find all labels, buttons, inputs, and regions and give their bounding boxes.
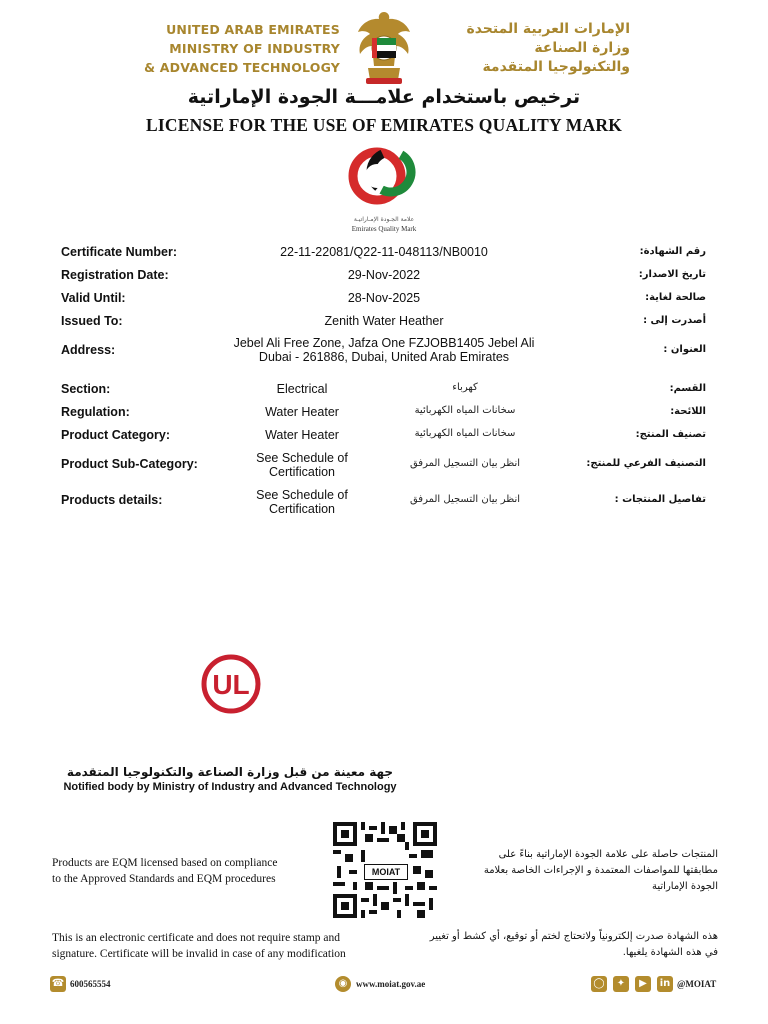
note-line: الجودة الإماراتية — [652, 881, 718, 892]
qr-code-icon[interactable] — [333, 822, 437, 918]
issued-to-value: Zenith Water Heather — [324, 314, 444, 328]
ministry-name-en — [144, 20, 340, 77]
address-value — [200, 336, 568, 364]
regulation-label-ar: اللائحة: — [670, 406, 706, 417]
uae-eagle-emblem-icon — [352, 8, 416, 86]
note-line: هذه الشهادة صدرت إلكترونياً ولاتحتاج لختم أو توقيع، أي كشط أو تغيير — [429, 931, 718, 942]
ministry-line: UNITED ARAB EMIRATES — [166, 22, 340, 37]
ministry-line: & ADVANCED TECHNOLOGY — [144, 60, 340, 75]
product-sub-category-value-ar: انظر بيان التسجيل المرفق — [409, 458, 521, 469]
ministry-line: وزارة الصناعة — [534, 40, 630, 56]
section-value: Electrical — [276, 382, 328, 396]
ministry-line: الإمارات العربية المتحدة — [466, 21, 630, 37]
license-title-en: LICENSE FOR THE USE OF EMIRATES QUALITY MARK — [145, 115, 623, 135]
instagram-icon[interactable]: ◯ — [591, 976, 607, 992]
notified-body-en: Notified body by Ministry of Industry and Advanced Technology — [63, 781, 397, 793]
issued-to-label: Issued To: — [61, 314, 123, 328]
ministry-line: والتكنولوجيا المتقدمة — [482, 59, 630, 75]
value-line: See Schedule of — [256, 451, 348, 465]
note-line: المنتجات حاصلة على علامة الجودة الإماراتية بناءً على — [498, 849, 718, 860]
note-line: مطابقتها للمواصفات المعتمدة و الإجراءات الخاصة بعلامة — [483, 865, 718, 876]
registration-date-label-ar: تاريخ الاصدار: — [638, 269, 706, 280]
product-category-value: Water Heater — [265, 428, 339, 442]
note-line: This is an electronic certificate and does not require stamp and — [52, 932, 341, 944]
section-label-ar: القسم: — [669, 383, 706, 394]
certificate-number-label-ar: رقم الشهادة: — [639, 246, 706, 257]
phone-icon: ☎ — [50, 976, 66, 992]
eqm-logo-caption-ar: علامة الجـودة الإمـاراتيـة — [353, 216, 415, 223]
value-line: See Schedule of — [256, 488, 348, 502]
certificate-number-label: Certificate Number: — [61, 245, 177, 259]
registration-date-value: 29-Nov-2022 — [347, 268, 421, 282]
products-details-label-ar: تفاصيل المنتجات : — [614, 494, 706, 505]
license-title-ar: ترخيص باستخدام علامـــة الجودة الإماراتية — [187, 86, 581, 108]
value-line: Certification — [269, 465, 335, 479]
eqm-compliance-note-en — [52, 855, 322, 887]
ul-certification-logo-icon — [198, 654, 264, 714]
valid-until-value: 28-Nov-2025 — [347, 291, 421, 305]
address-label: Address: — [61, 343, 116, 357]
electronic-certificate-note-ar — [395, 929, 718, 961]
note-line: Products are EQM licensed based on compliance — [52, 857, 278, 869]
section-label: Section: — [61, 382, 111, 396]
youtube-icon[interactable]: ▶ — [635, 976, 651, 992]
registration-date-label: Registration Date: — [61, 268, 169, 282]
footer-social-handle[interactable]: @MOIAT — [677, 979, 717, 989]
products-details-value-ar: انظر بيان التسجيل المرفق — [409, 494, 521, 505]
note-line: في هذه الشهادة يلغيها. — [622, 947, 718, 958]
regulation-label: Regulation: — [61, 405, 130, 419]
product-category-value-ar: سخانات المياه الكهربائية — [414, 428, 516, 439]
eqm-compliance-note-ar — [455, 847, 718, 895]
globe-icon: ◉ — [335, 976, 351, 992]
address-label-ar: العنوان : — [663, 344, 706, 355]
ministry-name-ar — [430, 20, 630, 77]
section-value-ar: كهرباء — [452, 382, 478, 393]
product-category-label: Product Category: — [61, 428, 171, 442]
electronic-certificate-note-en — [52, 930, 392, 962]
products-details-label: Products details: — [61, 493, 163, 507]
regulation-value: Water Heater — [265, 405, 339, 419]
regulation-value-ar: سخانات المياه الكهربائية — [414, 405, 516, 416]
eqm-logo-icon — [345, 140, 423, 208]
issued-to-label-ar: أصدرت إلى : — [643, 315, 706, 326]
footer-website[interactable]: www.moiat.gov.ae — [356, 979, 426, 989]
ministry-line: MINISTRY OF INDUSTRY — [169, 41, 340, 56]
product-sub-category-label-ar: التصنيف الفرعي للمنتج: — [586, 458, 706, 469]
notified-body-ar: جهة معينة من قبل وزارة الصناعة والتكنولوجيا المتقدمة — [66, 765, 394, 779]
qr-label: MOIAT — [364, 864, 408, 880]
value-line: Certification — [269, 502, 335, 516]
twitter-icon[interactable]: ✦ — [613, 976, 629, 992]
footer-phone[interactable]: 600565554 — [70, 979, 111, 989]
products-details-value — [222, 488, 382, 516]
product-sub-category-label: Product Sub-Category: — [61, 457, 198, 471]
note-line: to the Approved Standards and EQM procedures — [52, 873, 276, 885]
linkedin-icon[interactable]: in — [657, 976, 673, 992]
certificate-number-value: 22-11-22081/Q22-11-048113/NB0010 — [280, 245, 488, 259]
address-line: Jebel Ali Free Zone, Jafza One FZJOBB1405 Jebel Ali — [233, 336, 535, 350]
product-category-label-ar: تصنيف المنتج: — [635, 429, 706, 440]
product-sub-category-value — [222, 451, 382, 479]
valid-until-label: Valid Until: — [61, 291, 126, 305]
note-line: signature. Certificate will be invalid in case of any modification — [52, 948, 346, 960]
eqm-logo-caption-en: Emirates Quality Mark — [351, 225, 417, 233]
address-line: Dubai - 261886, Dubai, United Arab Emirates — [258, 350, 510, 364]
ul-logo-text: UL — [212, 669, 250, 700]
valid-until-label-ar: صالحة لغاية: — [645, 292, 706, 303]
